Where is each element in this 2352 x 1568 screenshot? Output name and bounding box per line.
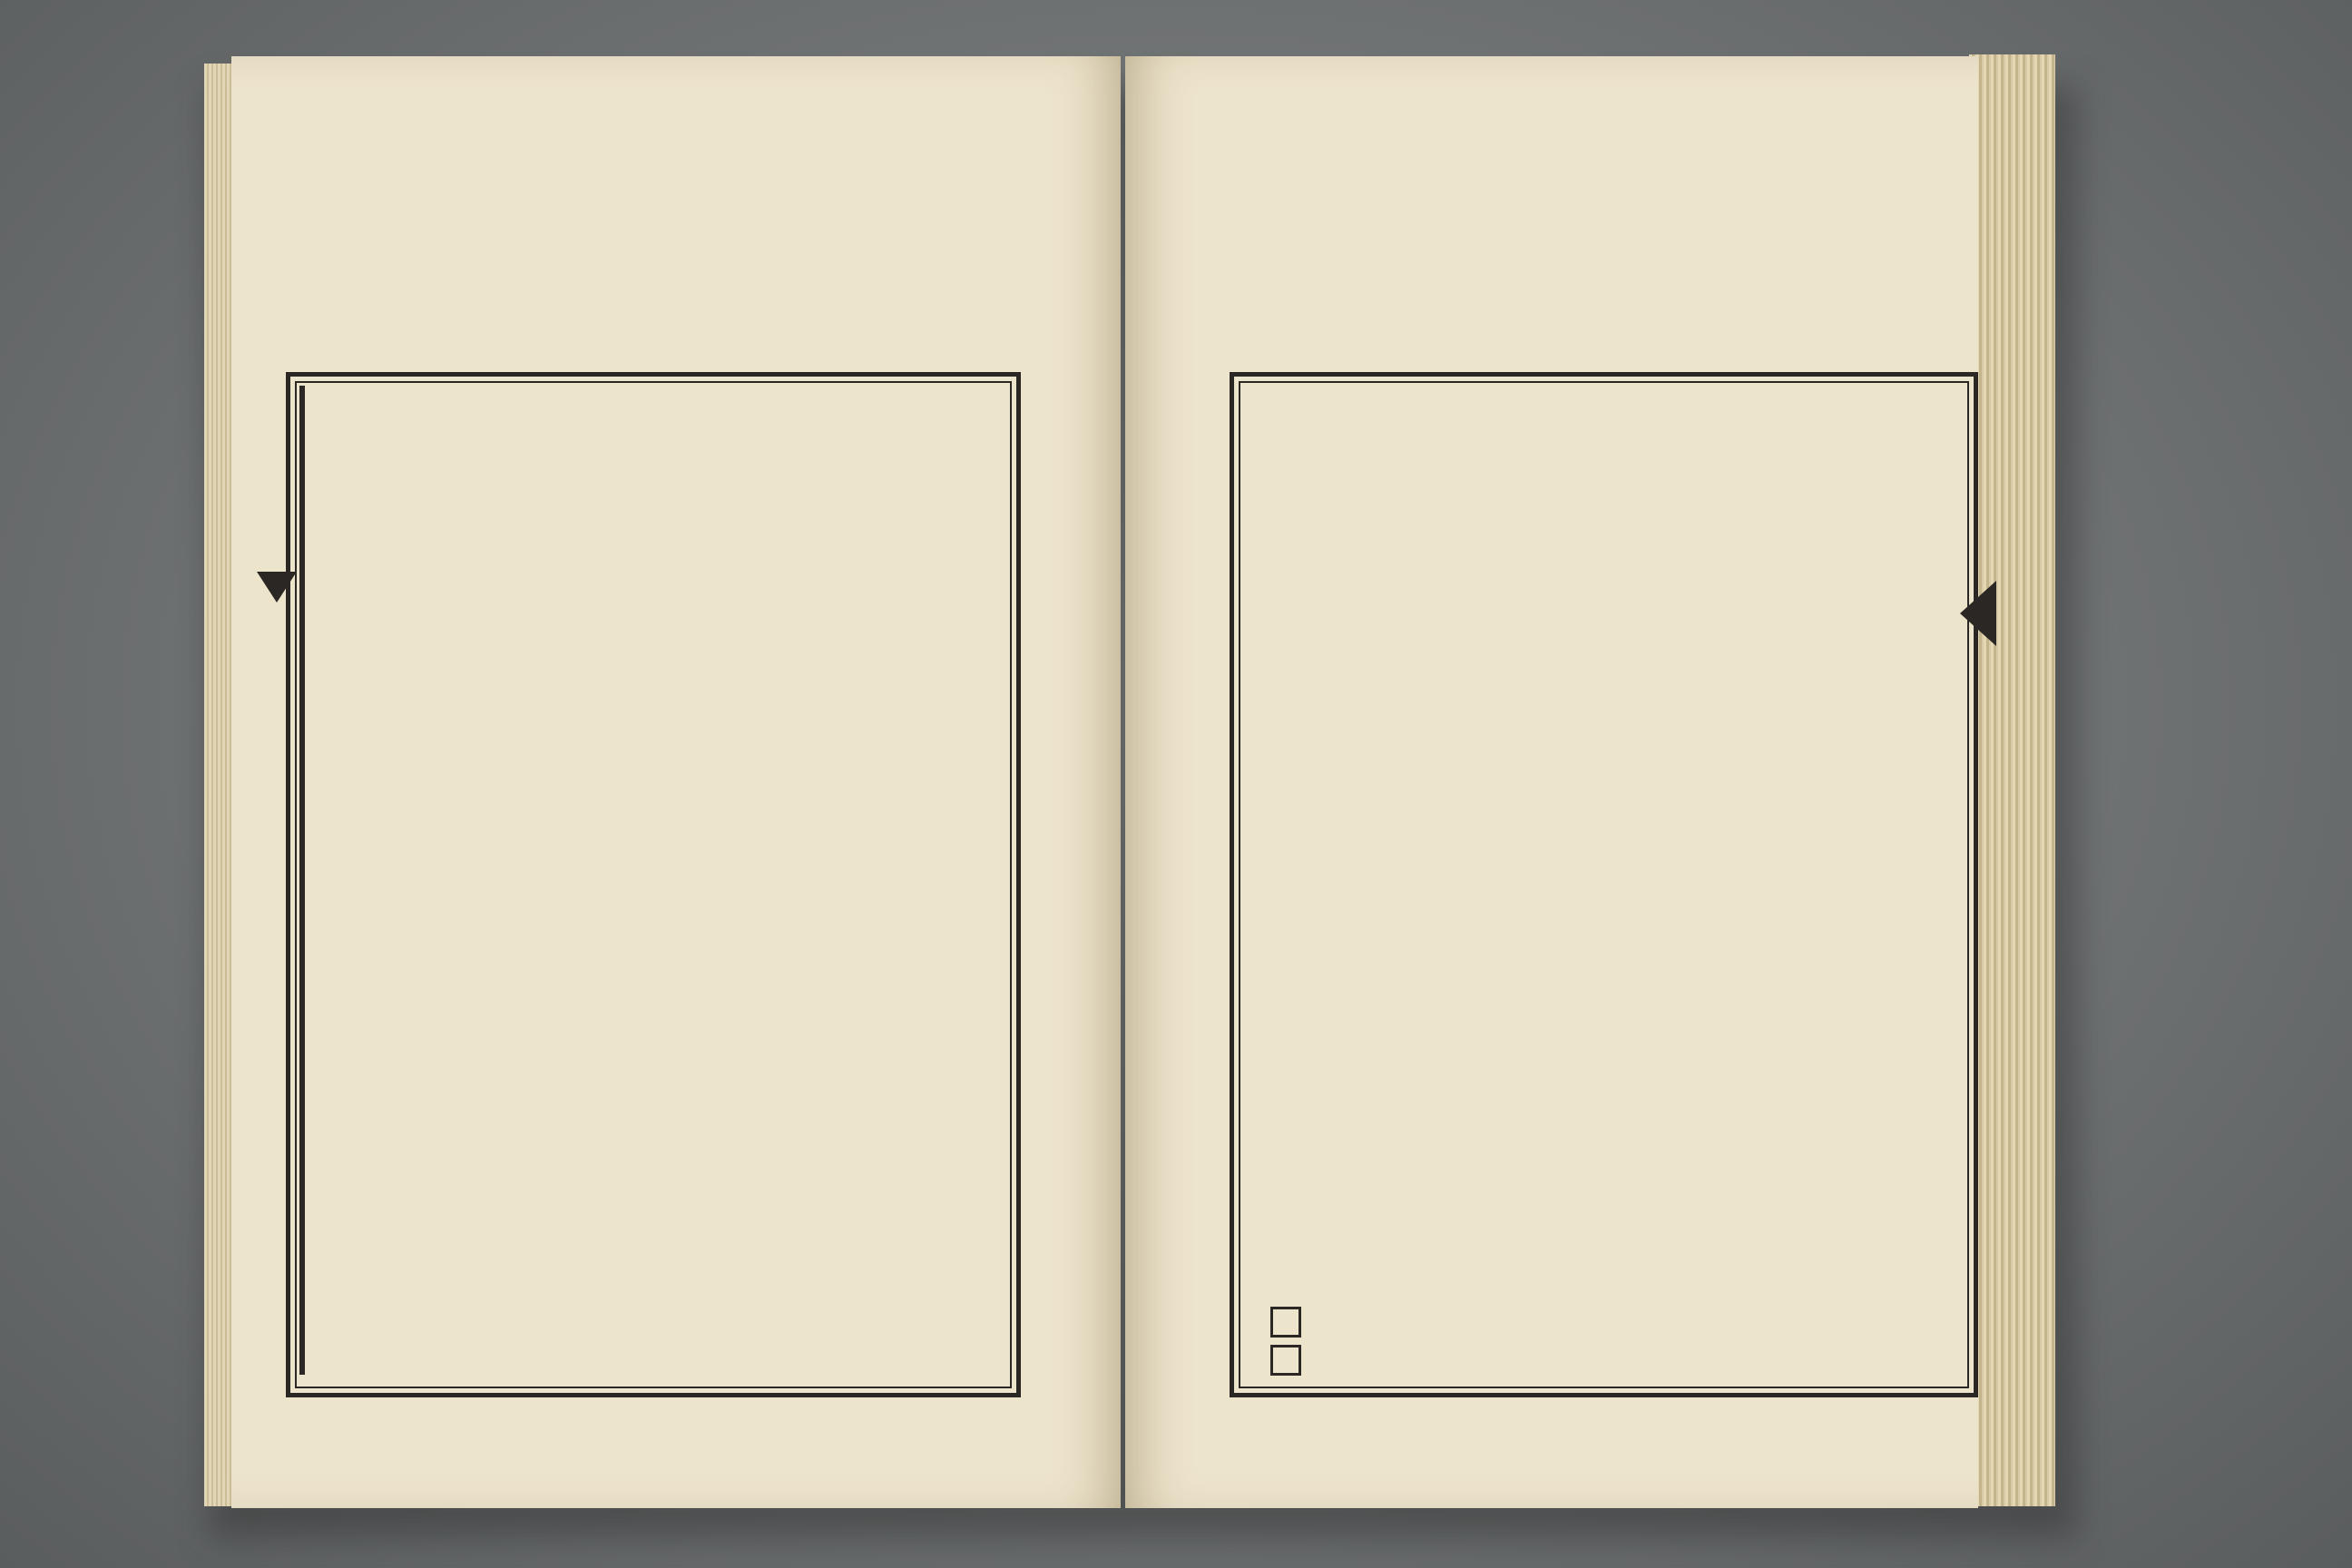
left-fish-tail-mark	[257, 572, 297, 603]
right-blank-box-2	[1270, 1345, 1301, 1376]
right-fish-tail-mark	[1960, 581, 1996, 646]
right-page-stack	[1969, 54, 2055, 1506]
left-text-frame	[286, 372, 1021, 1397]
right-text-frame	[1230, 372, 1978, 1397]
right-blank-box-1	[1270, 1307, 1301, 1338]
